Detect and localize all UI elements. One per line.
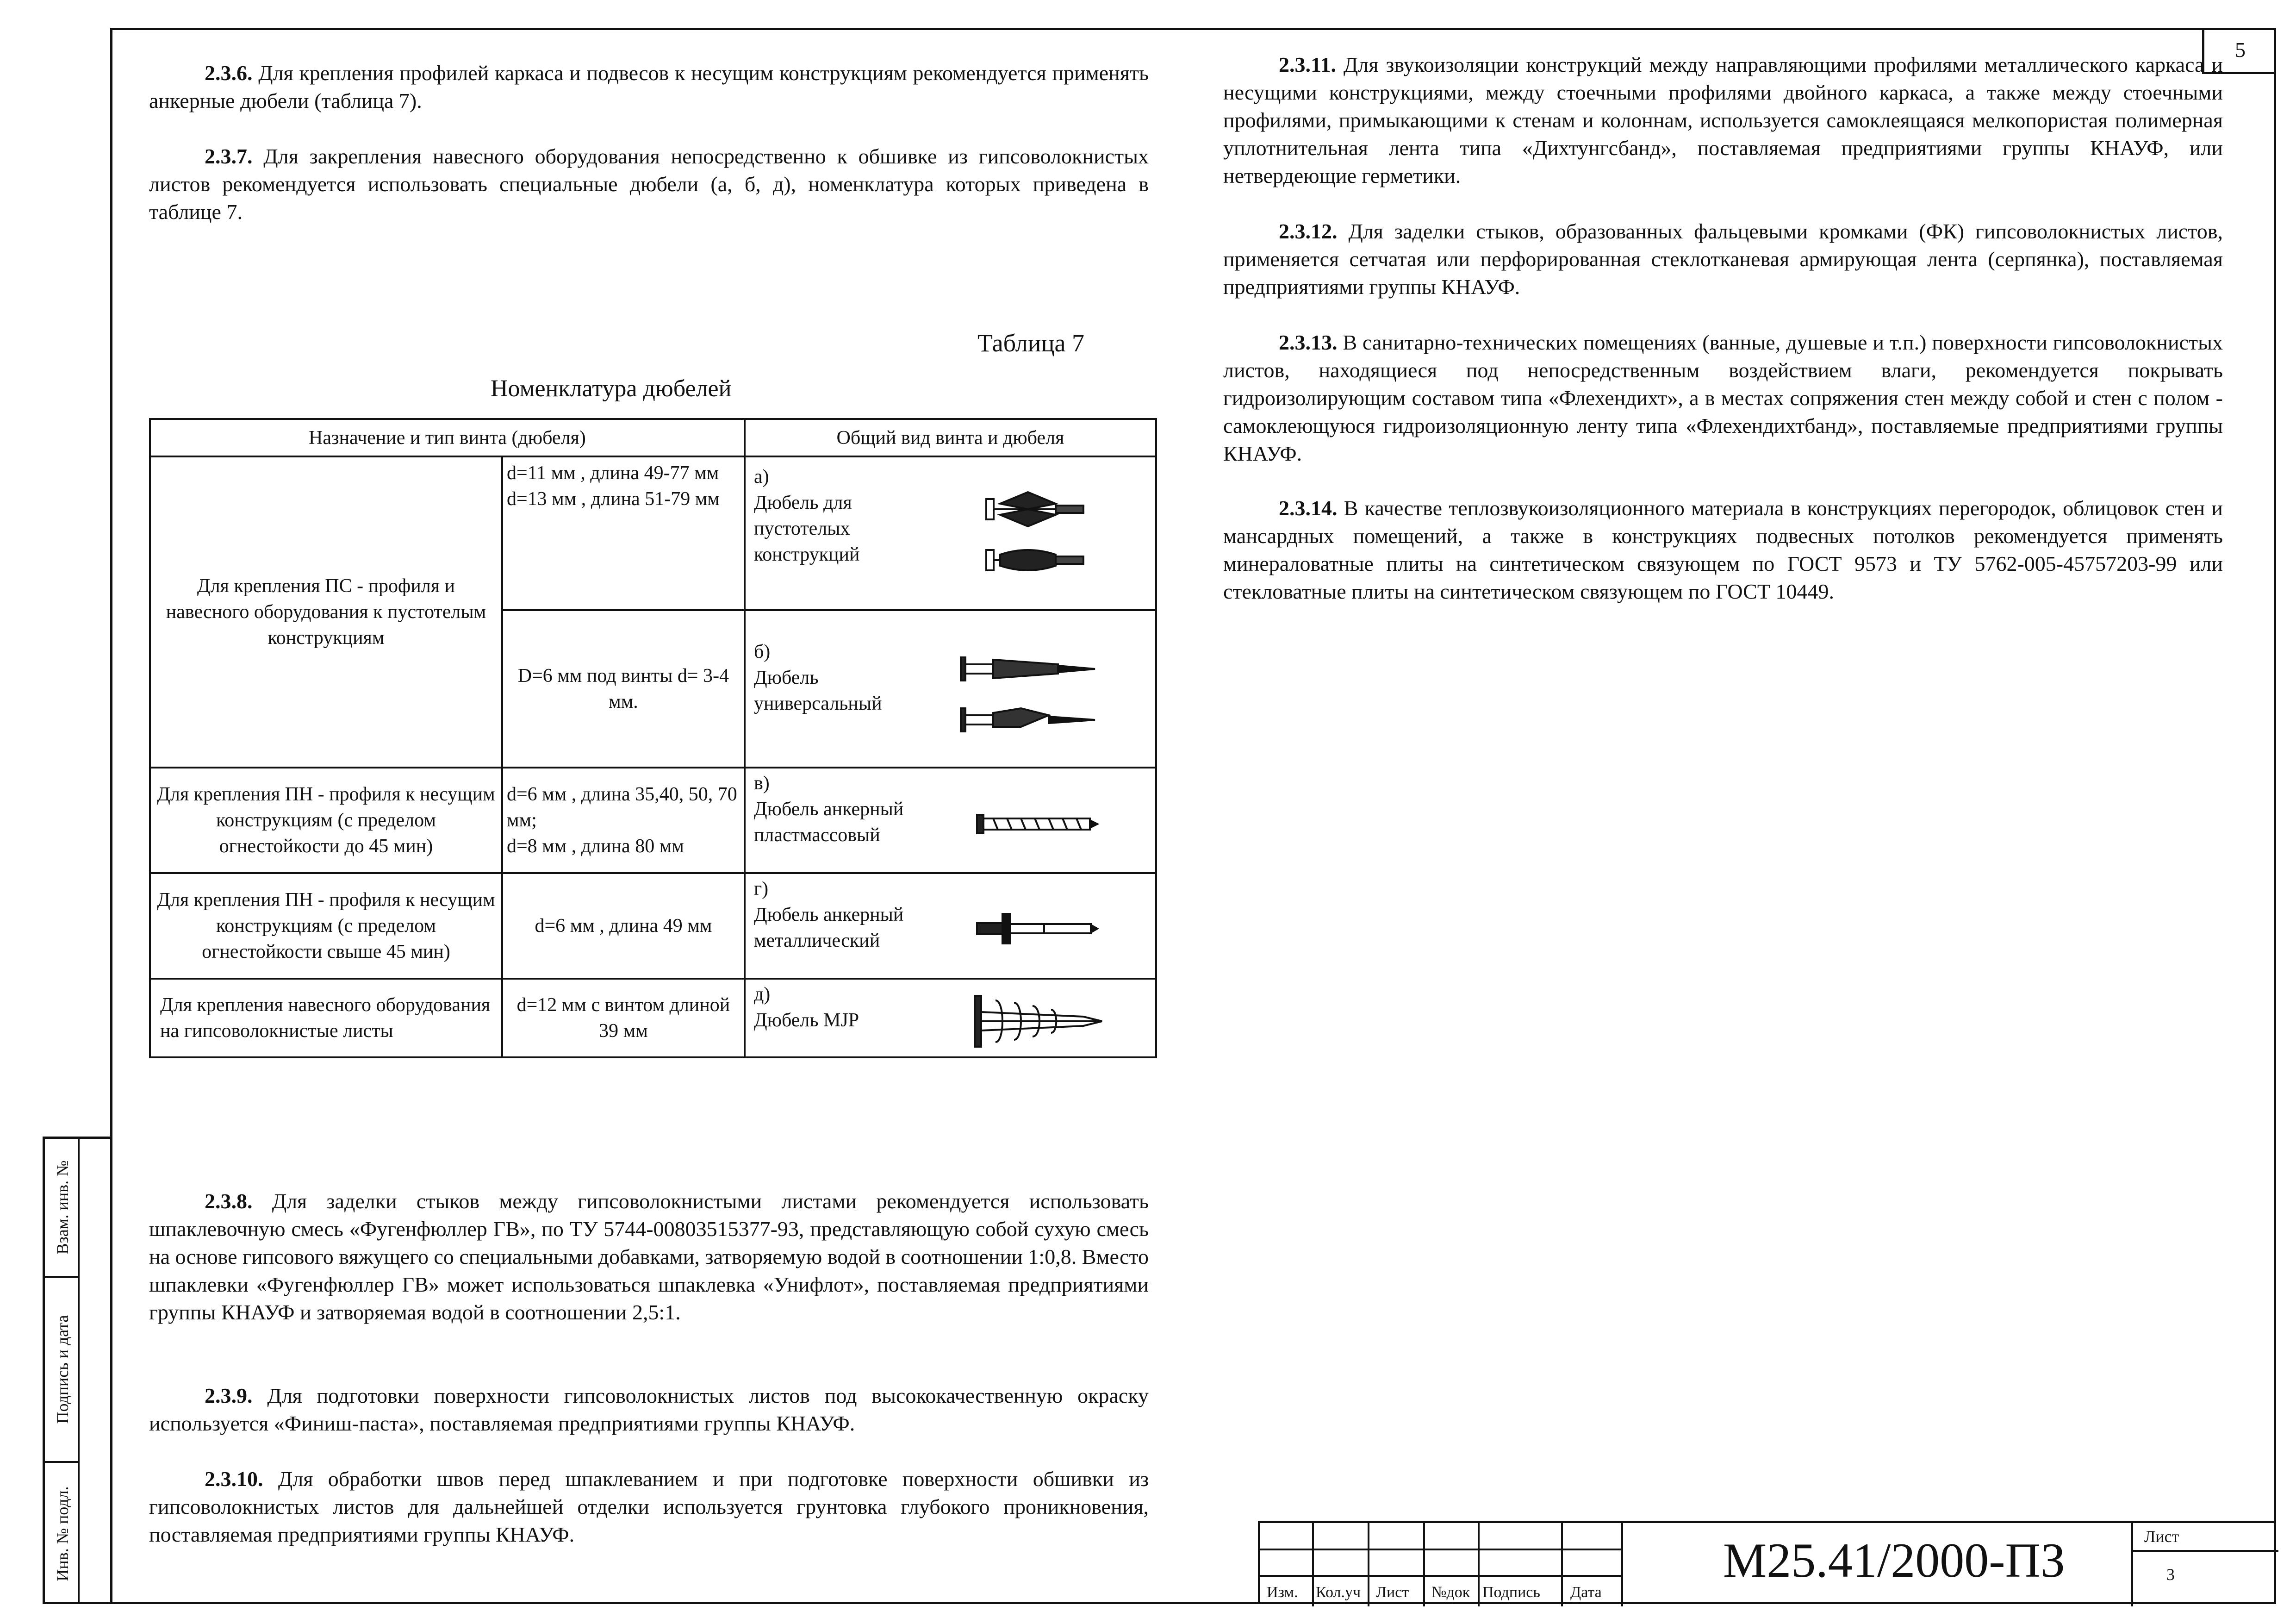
sheet-number: 3	[2166, 1565, 2175, 1584]
dim-cell: D=6 мм под винты d= 3-4 мм.	[502, 610, 745, 768]
header-kol-uch: Кол.уч	[1316, 1584, 1361, 1601]
view-cell: д) Дюбель MJP	[745, 979, 1156, 1057]
header-data: Дата	[1570, 1584, 1602, 1601]
paragraph-2-3-6: 2.3.6. Для крепления профилей каркаса и подвесов к несущим конструкциям рекомендуется применять анкерные дюбели (таблица 7).	[149, 61, 1149, 112]
dim-cell: d=11 мм , длина 49-77 мм d=13 мм , длина 51-79 мм	[502, 456, 745, 610]
metal-anchor-dowel-icon	[975, 910, 1100, 947]
paragraph-2-3-8: 2.3.8. Для заделки стыков между гипсоволокнистыми листами рекомендуется использовать шпаклевочную смесь «Фугенфюллер ГВ», по ТУ 5744-00803515377-93, представляющую собой сухую смесь на основе гипсового вяжущего со специальными добавками, затворяемую водой в соотношении 1:0,8. Вместо шпаклевки «Фугенфюллер ГВ» может использоваться шпаклевка «Унифлот», поставляемая предприятиями группы КНАУФ и затворяемая водой в соотношении 2,5:1.	[149, 1189, 1149, 1324]
header-ndok: №док	[1431, 1584, 1470, 1601]
mjp-dowel-icon	[972, 991, 1107, 1051]
page-number: 5	[2202, 28, 2276, 74]
view-cell: г) Дюбель анкерный металлический	[745, 873, 1156, 979]
dim-cell: d=6 мм , длина 35,40, 50, 70 мм; d=8 мм , длина 80 мм	[502, 768, 745, 873]
paragraph-2-3-14: 2.3.14. В качестве теплозвукоизоляционного материала в конструкциях перегородок, облицовок стен и мансардных помещений, а также в конструкциях подвесных потолков рекомендуется применять минераловатные плиты на синтетическом связующем по ГОСТ 9573 и ТУ 5762-005-45757203-99 или стекловатные плиты на синтетическом связующем по ГОСТ 10449.	[1223, 496, 2223, 603]
title-block	[1258, 1521, 2276, 1604]
hollow-wall-dowel-icon	[977, 481, 1097, 587]
vzam-inv-cell: Взам. инв. №	[45, 1139, 80, 1278]
paragraph-2-3-9: 2.3.9. Для подготовки поверхности гипсоволокнистых листов под высококачественную окраску используется «Финиш-паста», поставляемая предприятиями группы КНАУФ.	[149, 1384, 1149, 1435]
universal-dowel-icon	[956, 639, 1104, 745]
sheet-label: Лист	[2144, 1527, 2179, 1546]
view-cell: б) Дюбель универсальный	[745, 610, 1156, 768]
purpose-cell: Для крепления ПН - профиля к несущим конструкциям (с пределом огнестойкости до 45 мин)	[150, 768, 502, 873]
purpose-cell: Для крепления ПН - профиля к несущим конструкциям (с пределом огнестойкости свыше 45 мин)	[150, 873, 502, 979]
table-caption: Таблица 7	[977, 329, 1084, 357]
podpis-data-cell: Подпись и дата	[45, 1278, 80, 1463]
inv-podl-cell: Инв. № подл.	[53, 1486, 72, 1581]
table-header-purpose: Назначение и тип винта (дюбеля)	[150, 419, 745, 456]
table-row	[150, 768, 1156, 873]
table-row	[150, 456, 1156, 610]
plastic-anchor-dowel-icon	[975, 806, 1100, 843]
paragraph-2-3-10: 2.3.10. Для обработки швов перед шпаклеванием и при подготовке поверхности обшивки из гипсоволокнистых листов для дальнейшей отделки используется грунтовка глубокого проникновения, поставляемая предприятиями группы КНАУФ.	[149, 1467, 1149, 1546]
purpose-cell: Для крепления навесного оборудования на гипсоволокнистые листы	[150, 979, 502, 1057]
document-code: М25.41/2000-ПЗ	[1723, 1533, 2066, 1587]
paragraph-2-3-12: 2.3.12. Для заделки стыков, образованных фальцевыми кромками (ФК) гипсоволокнистых листов, применяется сетчатая или перфорированная стеклотканевая армирующая лента (серпянка), поставляемая предприятиями группы КНАУФ.	[1223, 219, 2223, 299]
binding-strip	[43, 1137, 110, 1604]
header-list: Лист	[1376, 1584, 1409, 1601]
table-row	[150, 873, 1156, 979]
table-header-view: Общий вид винта и дюбеля	[745, 419, 1156, 456]
paragraph-2-3-13: 2.3.13. В санитарно-технических помещениях (ванные, душевые и т.п.) поверхности гипсоволокнистых листов, находящиеся под непосредственным воздействием влаги, рекомендуется покрывать гидроизолирующим составом типа «Флехендихт», а в местах сопряжения стен между собой и стен с полом - самоклеющуюся гидроизоляционную ленту типа «Флехендихтбанд», поставляемые предприятиями группы КНАУФ.	[1223, 331, 2223, 465]
header-podpis: Подпись	[1482, 1584, 1540, 1601]
dim-cell: d=6 мм , длина 49 мм	[502, 873, 745, 979]
header-izm: Изм.	[1267, 1584, 1298, 1601]
view-cell: а) Дюбель для пустотелых конструкций	[745, 456, 1156, 610]
purpose-cell: Для крепления ПС - профиля и навесного оборудования к пустотелым конструкциям	[150, 456, 502, 768]
view-cell: в) Дюбель анкерный пластмассовый	[745, 768, 1156, 873]
paragraph-2-3-7: 2.3.7. Для закрепления навесного оборудования непосредственно к обшивке из гипсоволокнистых листов рекомендуется использовать специальные дюбели (а, б, д), номенклатура которых приведена в таблице 7.	[149, 144, 1149, 224]
dowel-table	[149, 418, 1157, 1058]
paragraph-2-3-11: 2.3.11. Для звукоизоляции конструкций между направляющими профилями металлического каркаса и несущими конструкциями, между стоечными профилями двойного каркаса, а также между стоечными профилями, примыкающими к стенам и колоннам, используется самоклеящаяся мелкопористая полимерная уплотнительная лента типа «Дихтунгсбанд», поставляемая предприятиями группы КНАУФ, или нетвердеющие герметики.	[1223, 53, 2223, 187]
table-title: Номенклатура дюбелей	[491, 375, 732, 402]
table-row	[150, 979, 1156, 1057]
dim-cell: d=12 мм с винтом длиной 39 мм	[502, 979, 745, 1057]
